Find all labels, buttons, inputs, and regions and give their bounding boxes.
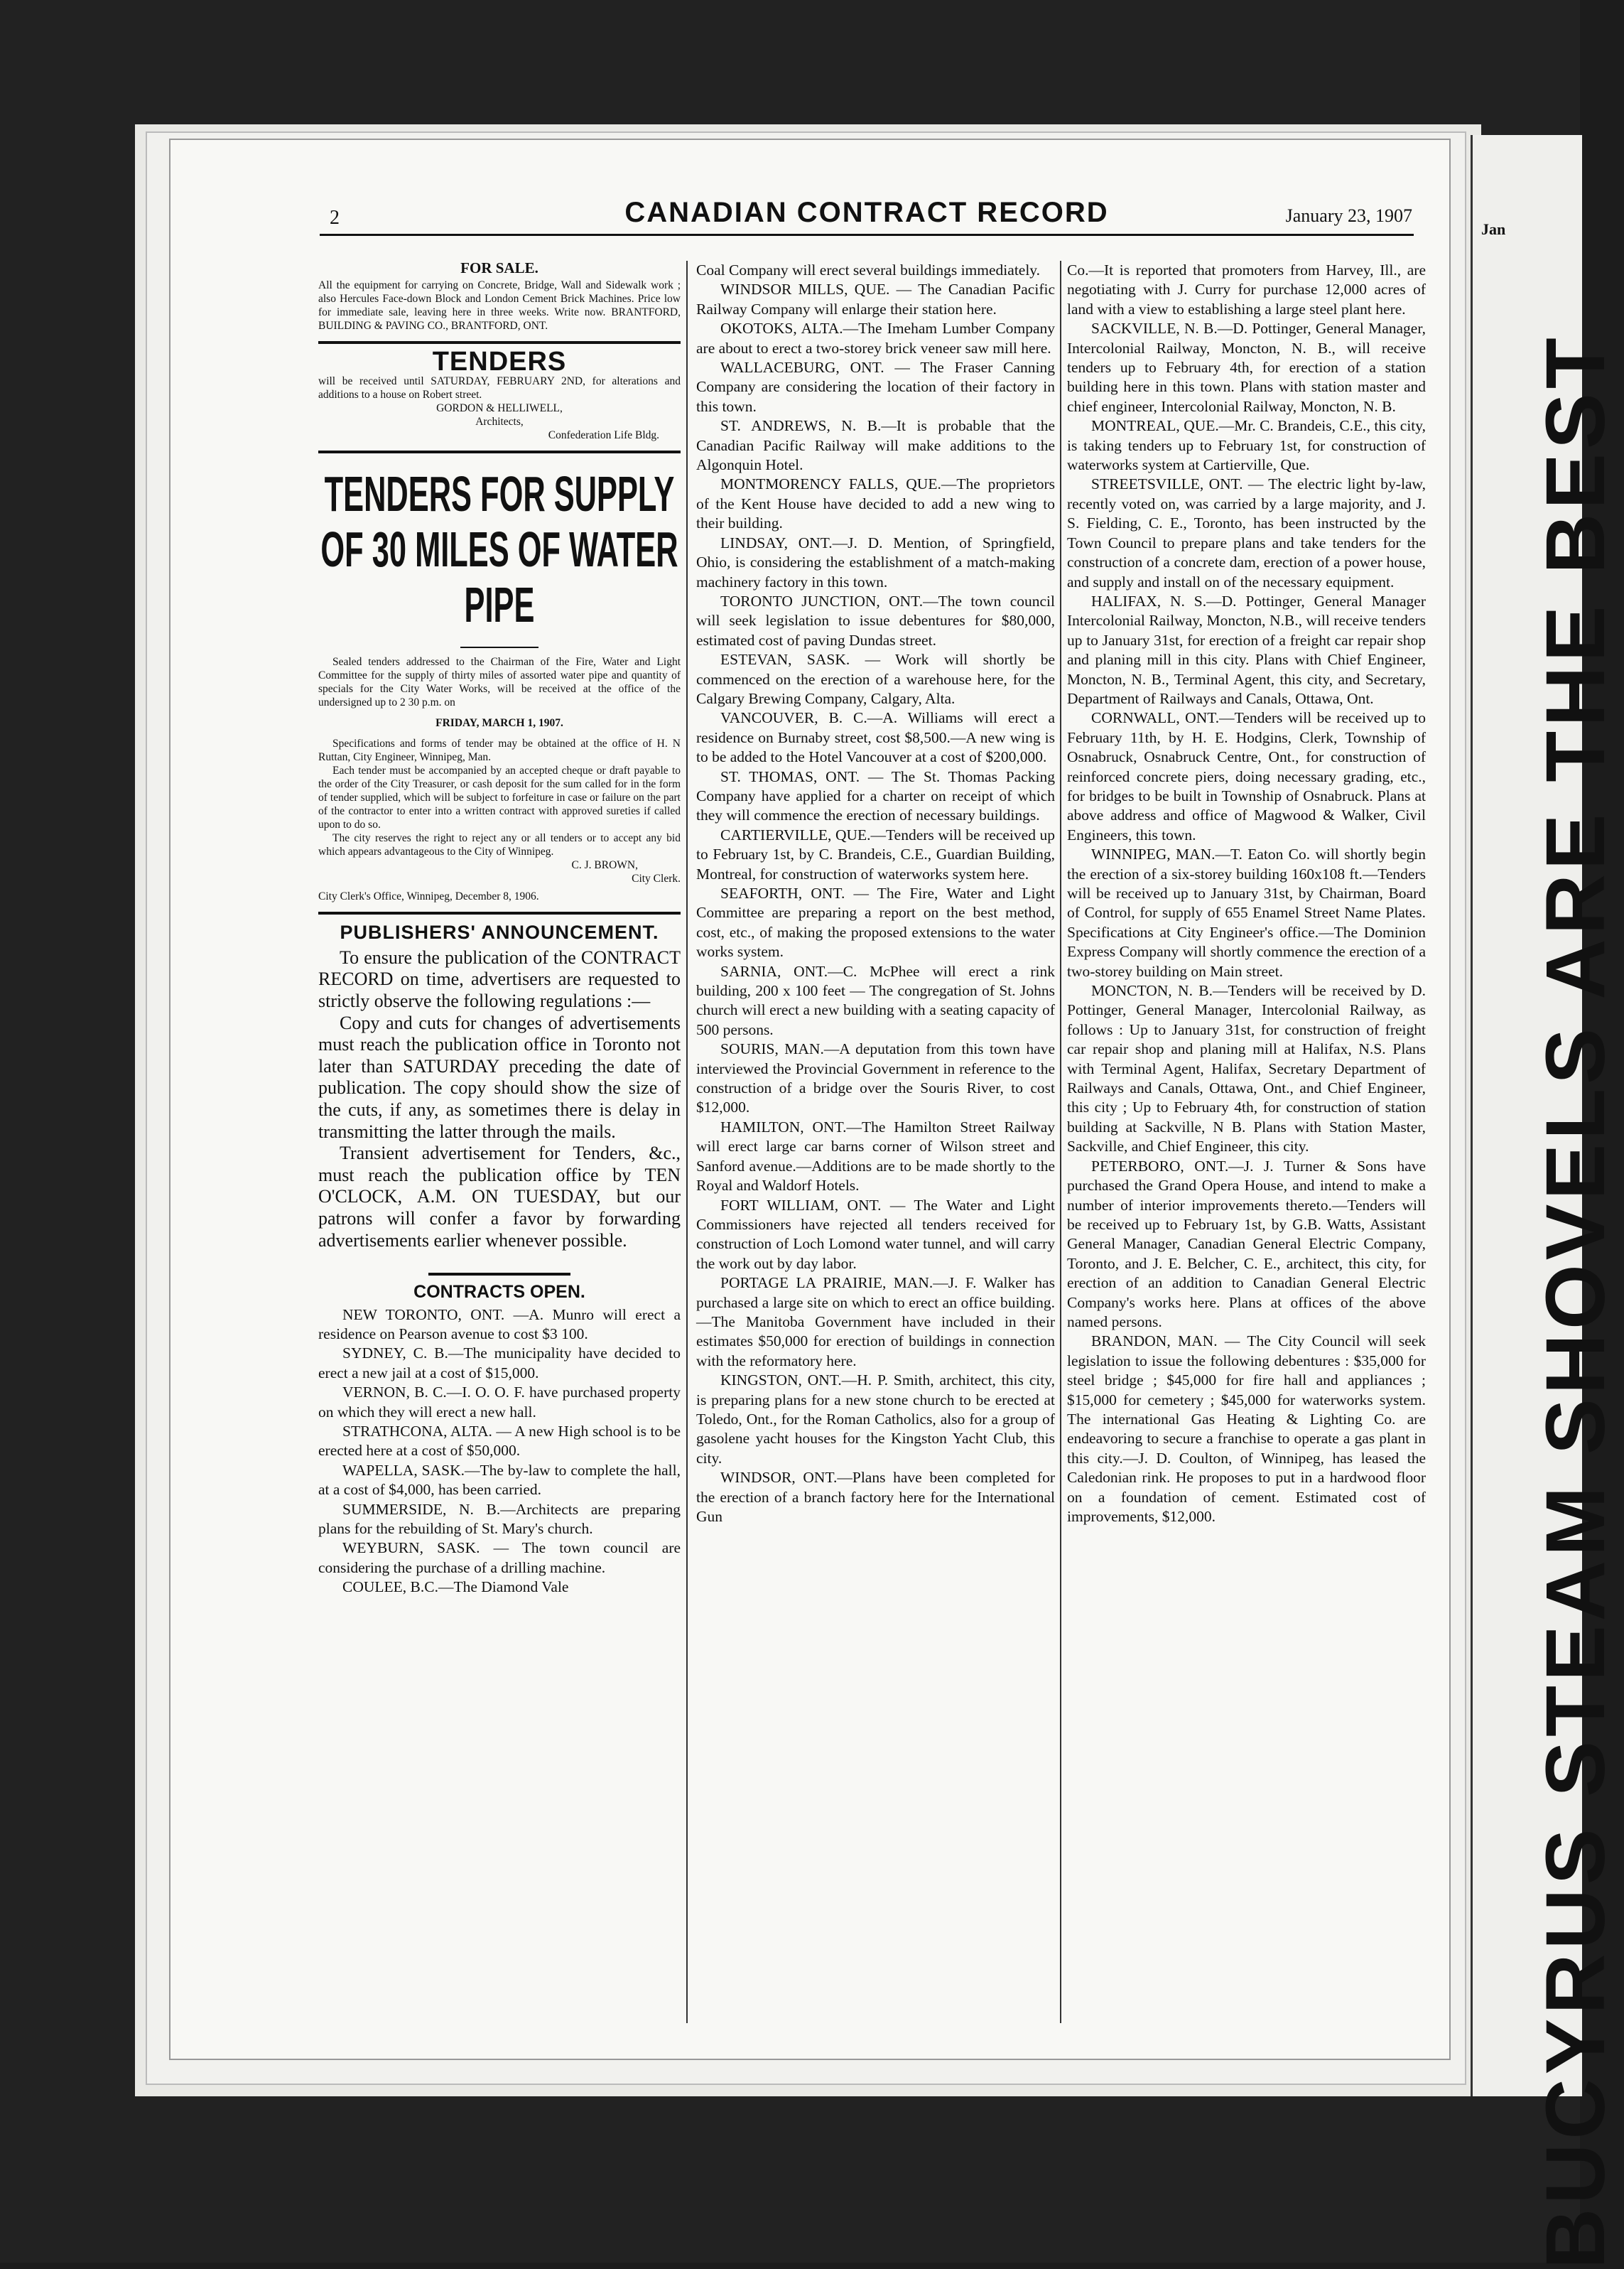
list-item: SOURIS, MAN.—A deputation from this town have interviewed the Provincial Government in reference to the construction of a bridge over the Souris River, to cost $12,000. bbox=[696, 1040, 1055, 1116]
list-item: HAMILTON, ONT.—The Hamilton Street Railway will erect large car barns corner of Wilson street and Sanford avenue.—Additions are to be made shortly to the Royal and Waldorf Hotels. bbox=[696, 1118, 1055, 1195]
list-item: PETERBORO, ONT.—J. J. Turner & Sons have purchased the Grand Opera House, and intend to make a number of interior improvements thereto.—Tenders will be received up to February 1st, by G.B. Watts, Assistant General Manager, Canadian General Electric Company, Toronto, and J. E. Belcher, C. E., architect, this city, for erection of an addition to Canadian General Electric Company's works here. Plans at offices of the above named persons. bbox=[1067, 1157, 1426, 1330]
tenders-address: Confederation Life Bldg. bbox=[548, 429, 659, 442]
list-item: Coal Company will erect several buildings immediately. bbox=[696, 262, 1041, 279]
page-number: 2 bbox=[330, 207, 340, 229]
for-sale-body: All the equipment for carrying on Concrete, Bridge, Wall and Sidewalk work ; also Hercules Face-down Block and London Cement Brick Machines. Price low for immediate sale, leaving here in three weeks. Write now. BRANTFORD, BUILDING & PAVING CO., BRANTFORD, ONT. bbox=[318, 279, 681, 332]
list-item: WINDSOR MILLS, QUE. — The Canadian Pacific Railway Company will enlarge their station here. bbox=[696, 281, 1055, 318]
publishers-p2: Copy and cuts for changes of advertisements must reach the publication office in Toronto not later than SATURDAY preceding the date of publication. The copy should show the size of the cuts, if any, as sometimes there is delay in transmitting the latter through the mails. bbox=[318, 1012, 681, 1142]
list-item: NEW TORONTO, ONT. —A. Munro will erect a residence on Pearson avenue to cost $3 100. bbox=[318, 1305, 681, 1342]
water-pipe-para2: Each tender must be accompanied by an accepted cheque or draft payable to the order of the City Treasurer, or cash deposit for the sum called for in the form of tender supplied, which will be subject to forfeiture in case or failure on the part of the contractor to enter into a written contract with approved sureties if called upon to do so. bbox=[318, 765, 681, 831]
list-item: WAPELLA, SASK.—The by-law to complete the hall, at a cost of $4,000, has been carried. bbox=[318, 1461, 681, 1499]
list-item: VERNON, B. C.—I. O. O. F. have purchased property on which they will erect a new hall. bbox=[318, 1384, 681, 1421]
list-item: ST. ANDREWS, N. B.—It is probable that the Canadian Pacific Railway will make additions to the Algonquin Hotel. bbox=[696, 417, 1055, 474]
water-pipe-office: City Clerk's Office, Winnipeg, December 8, 1906. bbox=[318, 890, 539, 903]
short-rule bbox=[428, 1273, 570, 1276]
water-pipe-para3: The city reserves the right to reject any or all tenders or to accept any bid which appears advantageous to the City of Winnipeg. bbox=[318, 832, 681, 858]
list-item: SARNIA, ONT.—C. McPhee will erect a rink building, 200 x 100 feet — The congregation of St. Johns church will erect a new building with a seating capacity of 500 persons. bbox=[696, 962, 1055, 1038]
list-item: CORNWALL, ONT.—Tenders will be received up to February 11th, by H. E. Hodgins, Clerk, Township of Osnabruck, Osnabruck Centre, Ont., for construction of reinforced concrete piers, doing necessary grading, etc., for bridges to be built in Township of Osnabruck. Plans at above address and office of Magwood & Walker, Civil Engineers, this town. bbox=[1067, 709, 1426, 844]
list-item: CARTIERVILLE, QUE.—Tenders will be received up to February 1st, by C. Brandeis, C.E., Guardian Building, Montreal, for construction of waterworks system here. bbox=[696, 826, 1055, 883]
column-2 bbox=[696, 261, 1055, 1526]
facing-page bbox=[1471, 135, 1623, 2269]
tenders-firm: GORDON & HELLIWELL, bbox=[436, 402, 563, 415]
list-item: WEYBURN, SASK. — The town council are considering the purchase of a drilling machine. bbox=[318, 1539, 681, 1576]
list-item: LINDSAY, ONT.—J. D. Mention, of Springfield, Ohio, is considering the establishment of a match-making machinery factory in this town. bbox=[696, 534, 1055, 591]
list-item: WINDSOR, ONT.—Plans have been completed for the erection of a branch factory here for the International Gun bbox=[696, 1469, 1055, 1525]
divider bbox=[318, 341, 681, 344]
list-item: MONTREAL, QUE.—Mr. C. Brandeis, C.E., this city, is taking tenders up to February 1st, for construction of waterworks system at Cartierville, Que. bbox=[1067, 417, 1426, 474]
list-item: PORTAGE LA PRAIRIE, MAN.—J. F. Walker has purchased a large site on which to erect an office building.—The Manitoba Government have included in their estimates $50,000 for erection of buildings in connection with the reformatory here. bbox=[696, 1274, 1055, 1369]
list-item: WINNIPEG, MAN.—T. Eaton Co. will shortly begin the erection of a six-storey building 160x108 ft.—Tenders will be received up to January 31st, by Chairman, Board of Control, for supply of 655 Enamel Street Name Plates. Specifications at City Engineer's office.—The Dominion Express Company will shortly commence the erection of a two-storey building on Main street. bbox=[1067, 846, 1426, 980]
column-3 bbox=[1067, 261, 1426, 1526]
list-item: OKOTOKS, ALTA.—The Imeham Lumber Company are about to erect a two-storey brick veneer saw mill here. bbox=[696, 320, 1055, 357]
list-item: MONCTON, N. B.—Tenders will be received by D. Pottinger, General Manager, Intercolonial Railway, as follows : Up to January 31st, for construction of freight car repair shop and planing mill at Halifax, N.S. Plans with Terminal Agent, Halifax, Secretary Department of Railways and Canals, Ottawa, Ont., and Chief Engineer, this city ; Up to February 4th, for construction of station building at Sackville, N B. Plans with Station Master, Sackville, and Chief Engineer, this city. bbox=[1067, 982, 1426, 1155]
publishers-p1: To ensure the publication of the CONTRACT RECORD on time, advertisers are requested to strictly observe the following regulations :— bbox=[318, 947, 681, 1011]
list-item: STREETSVILLE, ONT. — The electric light by-law, recently voted on, was carried by a large majority, and J. S. Fielding, C. E., Toronto, has been instructed by the Town Council to prepare plans and take tenders for the construction of a concrete dam, erection of a power house, and supply and install on of the necessary equipment. bbox=[1067, 475, 1426, 591]
issue-date: January 23, 1907 bbox=[1285, 205, 1412, 226]
divider bbox=[318, 912, 681, 915]
water-pipe-date: FRIDAY, MARCH 1, 1907. bbox=[435, 717, 563, 730]
list-item: ST. THOMAS, ONT. — The St. Thomas Packing Company have applied for a charter on receipt of which they will commence the erection of necessary buildings. bbox=[696, 767, 1055, 824]
newspaper-page bbox=[169, 139, 1451, 2060]
facing-page-header: Jan bbox=[1481, 220, 1506, 238]
list-item: SUMMERSIDE, N. B.—Architects are preparing plans for the rebuilding of St. Mary's church. bbox=[318, 1500, 681, 1537]
publication-title: CANADIAN CONTRACT RECORD bbox=[624, 197, 1109, 228]
list-item: SACKVILLE, N. B.—D. Pottinger, General Manager, Intercolonial Railway, Moncton, N. B., will receive tenders up to February 4th, for erection of a station building here in this town. Plans with station master and chief engineer, Intercolonial Railway, Moncton, N. B. bbox=[1067, 320, 1426, 415]
list-item: WALLACEBURG, ONT. — The Fraser Canning Company are considering the location of their factory in this town. bbox=[696, 359, 1055, 415]
page-header bbox=[320, 197, 1414, 236]
column-1 bbox=[318, 261, 681, 1597]
column-rule-1 bbox=[686, 261, 688, 2023]
list-item: MONTMORENCY FALLS, QUE.—The proprietors of the Kent House have decided to add a new wing to their building. bbox=[696, 475, 1055, 532]
water-pipe-headline: TENDERS FOR SUPPLY OF 30 MILES OF WATER PIPE bbox=[320, 466, 678, 633]
list-item: ESTEVAN, SASK. — Work will shortly be commenced on the erection of a warehouse here, for the Calgary Brewing Company, Calgary, Alta. bbox=[696, 651, 1055, 707]
water-pipe-signature: C. J. BROWN, bbox=[571, 859, 638, 872]
column-rule-2 bbox=[1060, 261, 1061, 2023]
list-item: Co.—It is reported that promoters from Harvey, Ill., are negotiating with J. Curry for purchase 12,000 acres of land with a view to establishing a large steel plant here. bbox=[1067, 262, 1426, 318]
list-item: BRANDON, MAN. — The City Council will seek legislation to issue the following debentures : $35,000 for steel bridge ; $45,000 for fire hall and appliances ; $15,000 for cemetery ; $45,000 for waterworks system. The international Gas Heating & Lighting Co. are endeavoring to secure a franchise to operate a gas plant in this city.—J. D. Coulton, of Winnipeg, has leased the Caledonian rink. He proposes to put in a hardwood floor on a foundation of cement. Estimated cost of improvements, $12,000. bbox=[1067, 1332, 1426, 1525]
publishers-heading: PUBLISHERS' ANNOUNCEMENT. bbox=[340, 922, 659, 944]
list-item: FORT WILLIAM, ONT. — The Water and Light Commissioners have rejected all tenders received for construction of Loch Lomond water tunnel, and will carry the work out by day labor. bbox=[696, 1196, 1055, 1272]
list-item: SYDNEY, C. B.—The municipality have decided to erect a new jail at a cost of $15,000. bbox=[318, 1344, 681, 1381]
contracts-open-heading: CONTRACTS OPEN. bbox=[413, 1282, 585, 1303]
tenders-role: Architects, bbox=[475, 416, 524, 429]
water-pipe-intro: Sealed tenders addressed to the Chairman of the Fire, Water and Light Committee for the supply of thirty miles of assorted water pipe and quantity of specials for the City Water Works, will be received at the office of the undersigned up to 2 30 p.m. on bbox=[318, 656, 681, 709]
water-pipe-signature-title: City Clerk. bbox=[632, 873, 681, 885]
facing-page-vertical-ad: BUCYRUS STEAM SHOVELS ARE THE BEST bbox=[1529, 333, 1623, 2269]
list-item: HALIFAX, N. S.—D. Pottinger, General Manager Intercolonial Railway, Moncton, N.B., will receive tenders up to January 31st, for erection of a freight car repair shop and planing mill in this city. Plans with Chief Engineer, Moncton, N. B., Terminal Agent, this city, and Secretary, Department of Railways and Canals, Ottawa, Ont. bbox=[1067, 592, 1426, 707]
tenders-body: will be received until SATURDAY, FEBRUARY 2ND, for alterations and additions to a house on Robert street. bbox=[318, 375, 681, 401]
list-item: SEAFORTH, ONT. — The Fire, Water and Light Committee are preparing a report on the best method, cost, etc., of making the proposed extensions to the water works system. bbox=[696, 885, 1055, 961]
publishers-body bbox=[318, 947, 681, 1251]
tenders-heading: TENDERS bbox=[432, 347, 567, 377]
list-item: COULEE, B.C.—The Diamond Vale bbox=[342, 1578, 569, 1596]
list-item: STRATHCONA, ALTA. — A new High school is to be erected here at a cost of $50,000. bbox=[318, 1422, 681, 1460]
publishers-p3: Transient advertisement for Tenders, &c., must reach the publication office by TEN O'CLOCK, A.M. ON TUESDAY, but our patrons will confer a favor by forwarding advertisements earlier whenever possible. bbox=[318, 1143, 681, 1251]
water-pipe-para1: Specifications and forms of tender may be obtained at the office of H. N Ruttan, City Engineer, Winnipeg, Man. bbox=[318, 738, 681, 764]
divider bbox=[318, 451, 681, 453]
short-rule bbox=[460, 647, 538, 648]
list-item: KINGSTON, ONT.—H. P. Smith, architect, this city, is preparing plans for a new stone church to be erected at Toledo, Ont., for the Roman Catholics, also for a group of gasolene yacht houses for the Kingston Yacht Club, this city. bbox=[696, 1371, 1055, 1467]
list-item: VANCOUVER, B. C.—A. Williams will erect a residence on Burnaby street, cost $8,500.—A new wing is to be added to the Hotel Vancouver at a cost of $200,000. bbox=[696, 709, 1055, 766]
list-item: TORONTO JUNCTION, ONT.—The town council will seek legislation to issue debentures for $80,000, estimated cost of paving Dundas street. bbox=[696, 592, 1055, 649]
for-sale-heading: FOR SALE. bbox=[460, 259, 538, 276]
